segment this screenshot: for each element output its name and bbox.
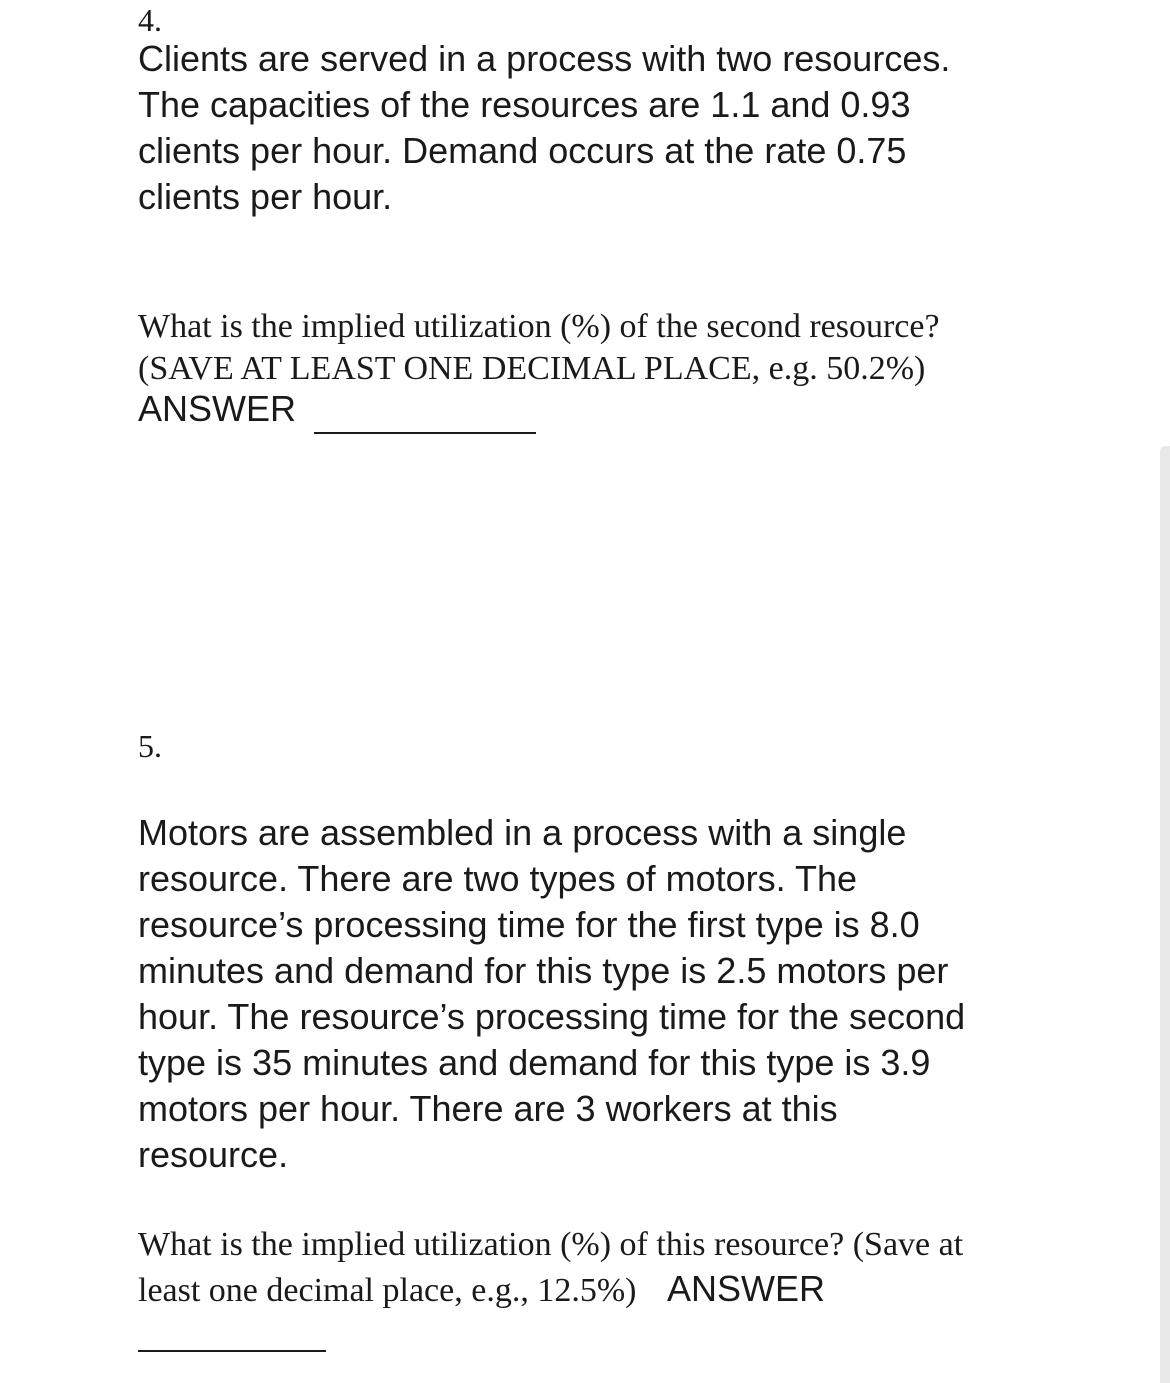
answer-blank[interactable]	[138, 1318, 326, 1352]
problem-line: motors per hour. There are 3 workers at this	[138, 1088, 838, 1129]
question-4-answer-row	[138, 386, 536, 434]
problem-line: type is 35 minutes and demand for this type is 3.9	[138, 1042, 931, 1083]
prompt-line: What is the implied utilization (%) of this resource? (Save at	[138, 1226, 964, 1263]
prompt-text: least one decimal place, e.g., 12.5%)	[138, 1272, 637, 1309]
prompt-line: (SAVE AT LEAST ONE DECIMAL PLACE, e.g. 50.2%)	[138, 350, 926, 387]
prompt-line-with-answer	[138, 1266, 963, 1312]
answer-label: ANSWER	[666, 1268, 825, 1309]
problem-line: clients per hour.	[138, 176, 393, 217]
problem-line: Motors are assembled in a process with a single	[138, 812, 907, 853]
problem-line: clients per hour. Demand occurs at the rate 0.75	[138, 130, 907, 171]
prompt-line: What is the implied utilization (%) of the second resource?	[138, 308, 940, 345]
problem-line: resource. There are two types of motors. The	[138, 858, 857, 899]
question-5-number: 5.	[138, 728, 162, 764]
problem-line: resource’s processing time for the first type is 8.0	[138, 904, 920, 945]
problem-line: The capacities of the resources are 1.1 and 0.93	[138, 84, 911, 125]
question-4-prompt	[138, 306, 940, 390]
question-4-number: 4.	[138, 2, 162, 38]
answer-blank[interactable]	[314, 386, 536, 434]
problem-line: Clients are served in a process with two resources.	[138, 38, 951, 79]
vertical-scrollbar[interactable]	[1160, 446, 1170, 1383]
question-5-problem	[138, 810, 965, 1178]
answer-label: ANSWER	[138, 388, 297, 429]
problem-line: hour. The resource’s processing time for the second	[138, 996, 966, 1037]
question-5-prompt	[138, 1224, 963, 1312]
problem-line: resource.	[138, 1134, 289, 1175]
question-4-problem	[138, 36, 950, 220]
problem-line: minutes and demand for this type is 2.5 motors per	[138, 950, 949, 991]
